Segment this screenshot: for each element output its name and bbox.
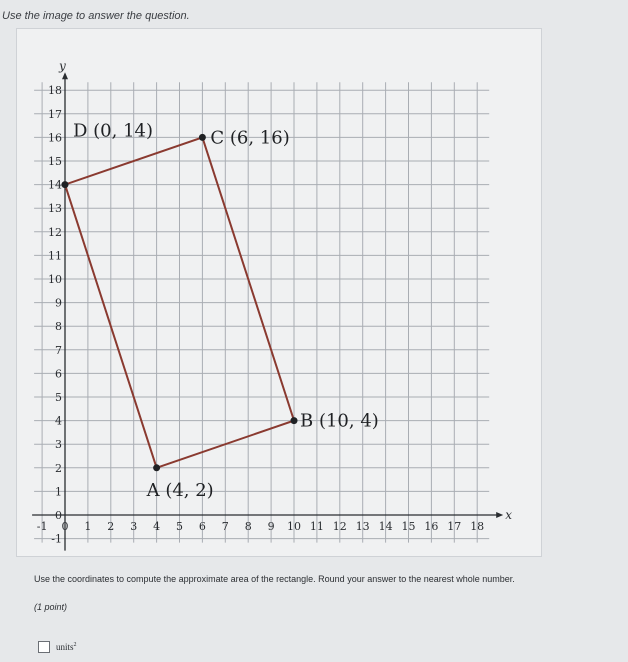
x-axis-label: x (505, 508, 512, 522)
x-tick-label: 17 (447, 520, 462, 533)
y-tick-label: 17 (48, 107, 62, 121)
x-tick-label: 9 (267, 520, 275, 533)
y-tick-label: 11 (48, 249, 62, 263)
x-tick-label: 11 (309, 520, 324, 533)
coordinate-graph (16, 28, 542, 557)
x-tick-label: 15 (401, 520, 416, 533)
point-b (291, 417, 298, 424)
x-axis-arrow (496, 512, 503, 518)
x-tick-label: 0 (61, 520, 69, 533)
x-tick-label: 2 (107, 520, 115, 533)
x-tick-label: 7 (221, 520, 229, 533)
x-tick-label: 5 (176, 520, 183, 533)
y-axis-arrow (62, 72, 68, 79)
x-tick-label: 8 (244, 520, 252, 533)
y-tick-label: 3 (55, 438, 62, 452)
point-value: (1 point) (34, 602, 68, 612)
point-label-a: A (4, 2) (146, 479, 214, 501)
x-tick-label: 12 (332, 520, 347, 533)
x-tick-label: 10 (287, 520, 301, 533)
units-text: units (56, 642, 74, 652)
y-tick-label: 12 (48, 225, 62, 239)
x-tick-label: -1 (36, 520, 48, 533)
y-tick-label: 5 (55, 391, 62, 404)
point-label-d: D (0, 14) (73, 120, 153, 142)
y-tick-label: -1 (51, 532, 62, 546)
y-tick-label: 1 (55, 485, 62, 499)
y-tick-label: 13 (48, 202, 62, 216)
x-tick-label: 14 (378, 520, 393, 533)
point-label-c: C (6, 16) (210, 127, 290, 149)
y-tick-label: 10 (48, 273, 62, 286)
y-tick-label: 6 (55, 367, 62, 381)
y-tick-label: 0 (55, 509, 62, 522)
point-c (199, 134, 206, 141)
y-tick-label: 4 (55, 414, 62, 428)
answer-row (38, 641, 77, 653)
units-exponent: 2 (73, 642, 77, 648)
x-tick-label: 4 (153, 520, 161, 533)
x-tick-label: 16 (424, 520, 439, 533)
x-tick-label: 18 (470, 520, 485, 533)
answer-input[interactable] (38, 641, 50, 653)
coordinate-plane-svg (17, 29, 541, 556)
y-tick-label: 7 (55, 343, 62, 357)
x-tick-label: 6 (198, 520, 206, 533)
x-tick-label: 13 (355, 520, 370, 533)
y-tick-label: 15 (48, 155, 62, 168)
x-tick-label: 1 (84, 520, 92, 533)
y-tick-label: 14 (48, 178, 62, 192)
point-a (153, 464, 160, 471)
y-axis-label: y (59, 59, 66, 74)
y-tick-label: 18 (48, 84, 62, 98)
x-tick-label: 3 (130, 520, 138, 533)
question-instruction: Use the coordinates to compute the approximate area of the rectangle. Round your answer to the nearest whole number. (34, 574, 515, 584)
units-label (56, 642, 77, 652)
y-tick-label: 8 (55, 320, 62, 334)
question-prompt: Use the image to answer the question. (2, 10, 190, 22)
y-tick-label: 16 (48, 131, 62, 145)
point-d (62, 181, 69, 188)
point-label-b: B (10, 4) (300, 410, 379, 432)
y-tick-label: 2 (55, 461, 62, 475)
y-tick-label: 9 (55, 296, 62, 310)
